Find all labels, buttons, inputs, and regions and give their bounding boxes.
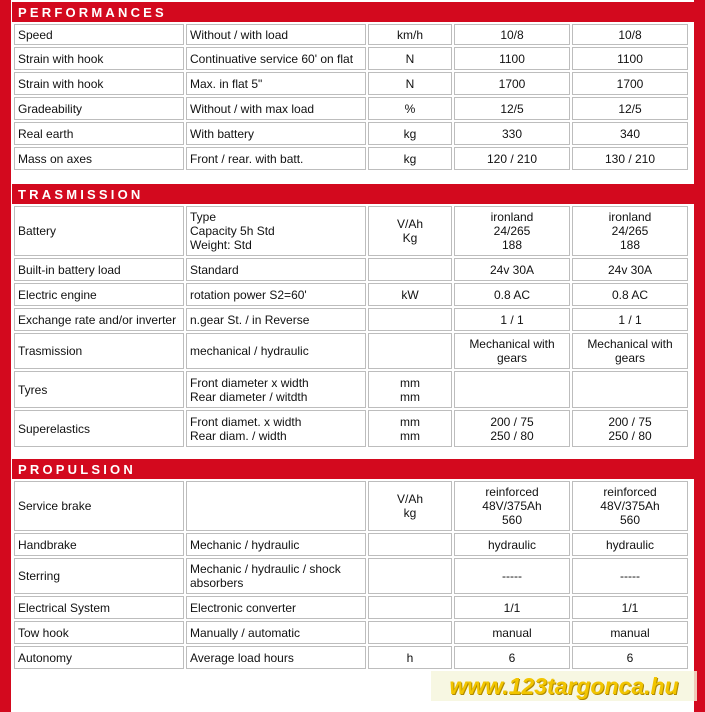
row-unit — [368, 333, 452, 369]
row-value-1: 0.8 AC — [454, 283, 570, 306]
row-unit: kg — [368, 122, 452, 145]
row-unit: V/Ah Kg — [368, 206, 452, 256]
row-value-2: 12/5 — [572, 97, 688, 120]
row-value-1: 200 / 75 250 / 80 — [454, 410, 570, 447]
row-value-2: manual — [572, 621, 688, 644]
row-desc: Standard — [186, 258, 366, 281]
row-value-1 — [454, 371, 570, 408]
table-row — [14, 258, 688, 281]
row-desc: Without / with load — [186, 24, 366, 45]
row-value-2: 10/8 — [572, 24, 688, 45]
row-desc: Without / with max load — [186, 97, 366, 120]
table-row — [14, 371, 688, 408]
row-name: Service brake — [14, 481, 184, 531]
row-desc: Mechanic / hydraulic / shock absorbers — [186, 558, 366, 594]
row-value-2: Mechanical with gears — [572, 333, 688, 369]
row-name: Trasmission — [14, 333, 184, 369]
row-value-1: ironland 24/265 188 — [454, 206, 570, 256]
table-row — [14, 646, 688, 669]
row-value-2: ironland 24/265 188 — [572, 206, 688, 256]
row-value-1: reinforced 48V/375Ah 560 — [454, 481, 570, 531]
row-desc: Manually / automatic — [186, 621, 366, 644]
row-value-1: 1 / 1 — [454, 308, 570, 331]
row-name: Sterring — [14, 558, 184, 594]
row-value-1: 1/1 — [454, 596, 570, 619]
row-unit: kg — [368, 147, 452, 170]
table-row — [14, 283, 688, 306]
row-value-2: 0.8 AC — [572, 283, 688, 306]
row-value-2: 200 / 75 250 / 80 — [572, 410, 688, 447]
section-header-trasmission: TRASMISSION — [12, 184, 696, 204]
row-unit — [368, 621, 452, 644]
row-desc: Type Capacity 5h Std Weight: Std — [186, 206, 366, 256]
row-value-1: Mechanical with gears — [454, 333, 570, 369]
row-value-2: 1 / 1 — [572, 308, 688, 331]
row-value-2: 130 / 210 — [572, 147, 688, 170]
table-row — [14, 558, 688, 594]
row-unit: km/h — [368, 24, 452, 45]
watermark-logo: www.123targonca.hu — [431, 671, 697, 701]
row-name: Strain with hook — [14, 47, 184, 70]
row-unit — [368, 558, 452, 594]
row-name: Tow hook — [14, 621, 184, 644]
row-desc: n.gear St. / in Reverse — [186, 308, 366, 331]
row-desc: Max. in flat 5" — [186, 72, 366, 95]
table-row — [14, 24, 688, 45]
row-value-1: 1700 — [454, 72, 570, 95]
table-row — [14, 481, 688, 531]
row-value-1: 10/8 — [454, 24, 570, 45]
row-name: Gradeability — [14, 97, 184, 120]
row-value-2: reinforced 48V/375Ah 560 — [572, 481, 688, 531]
table-row — [14, 333, 688, 369]
table-row — [14, 533, 688, 556]
row-unit: N — [368, 72, 452, 95]
row-value-2: 340 — [572, 122, 688, 145]
row-desc: With battery — [186, 122, 366, 145]
row-value-2: ----- — [572, 558, 688, 594]
row-value-2: hydraulic — [572, 533, 688, 556]
row-name: Speed — [14, 24, 184, 45]
table-row — [14, 621, 688, 644]
propulsion-table — [12, 479, 690, 671]
section-header-propulsion: PROPULSION — [12, 459, 696, 479]
row-name: Real earth — [14, 122, 184, 145]
row-desc: Continuative service 60' on flat — [186, 47, 366, 70]
table-row — [14, 206, 688, 256]
table-row — [14, 47, 688, 70]
row-unit: V/Ah kg — [368, 481, 452, 531]
row-name: Battery — [14, 206, 184, 256]
row-unit: mm mm — [368, 410, 452, 447]
row-desc: Front diamet. x width Rear diam. / width — [186, 410, 366, 447]
row-unit: N — [368, 47, 452, 70]
row-unit: mm mm — [368, 371, 452, 408]
table-row — [14, 97, 688, 120]
row-value-1: 24v 30A — [454, 258, 570, 281]
row-desc: rotation power S2=60' — [186, 283, 366, 306]
row-desc: Front diameter x width Rear diameter / witdth — [186, 371, 366, 408]
row-value-1: ----- — [454, 558, 570, 594]
row-unit — [368, 596, 452, 619]
row-name: Built-in battery load — [14, 258, 184, 281]
row-value-1: 6 — [454, 646, 570, 669]
row-desc: mechanical / hydraulic — [186, 333, 366, 369]
row-name: Autonomy — [14, 646, 184, 669]
table-row — [14, 410, 688, 447]
row-name: Electric engine — [14, 283, 184, 306]
row-name: Superelastics — [14, 410, 184, 447]
trasmission-table — [12, 204, 690, 449]
row-name: Handbrake — [14, 533, 184, 556]
row-unit: kW — [368, 283, 452, 306]
section-header-performances: PERFORMANCES — [12, 2, 696, 22]
row-value-1: hydraulic — [454, 533, 570, 556]
table-row — [14, 122, 688, 145]
row-value-2: 1/1 — [572, 596, 688, 619]
table-row — [14, 308, 688, 331]
row-value-1: 330 — [454, 122, 570, 145]
row-name: Strain with hook — [14, 72, 184, 95]
performances-table — [12, 22, 690, 172]
row-desc: Front / rear. with batt. — [186, 147, 366, 170]
row-desc — [186, 481, 366, 531]
row-name: Mass on axes — [14, 147, 184, 170]
row-value-1: 120 / 210 — [454, 147, 570, 170]
row-unit: h — [368, 646, 452, 669]
row-name: Tyres — [14, 371, 184, 408]
spec-sheet — [11, 0, 694, 712]
table-row — [14, 147, 688, 170]
table-row — [14, 596, 688, 619]
row-desc: Mechanic / hydraulic — [186, 533, 366, 556]
table-row — [14, 72, 688, 95]
row-unit — [368, 258, 452, 281]
row-name: Electrical System — [14, 596, 184, 619]
row-unit: % — [368, 97, 452, 120]
row-value-2: 1700 — [572, 72, 688, 95]
row-name: Exchange rate and/or inverter — [14, 308, 184, 331]
row-value-2 — [572, 371, 688, 408]
row-desc: Electronic converter — [186, 596, 366, 619]
row-desc: Average load hours — [186, 646, 366, 669]
row-value-2: 24v 30A — [572, 258, 688, 281]
row-value-2: 6 — [572, 646, 688, 669]
row-unit — [368, 308, 452, 331]
row-value-1: 12/5 — [454, 97, 570, 120]
row-value-1: manual — [454, 621, 570, 644]
row-value-2: 1100 — [572, 47, 688, 70]
row-unit — [368, 533, 452, 556]
row-value-1: 1100 — [454, 47, 570, 70]
